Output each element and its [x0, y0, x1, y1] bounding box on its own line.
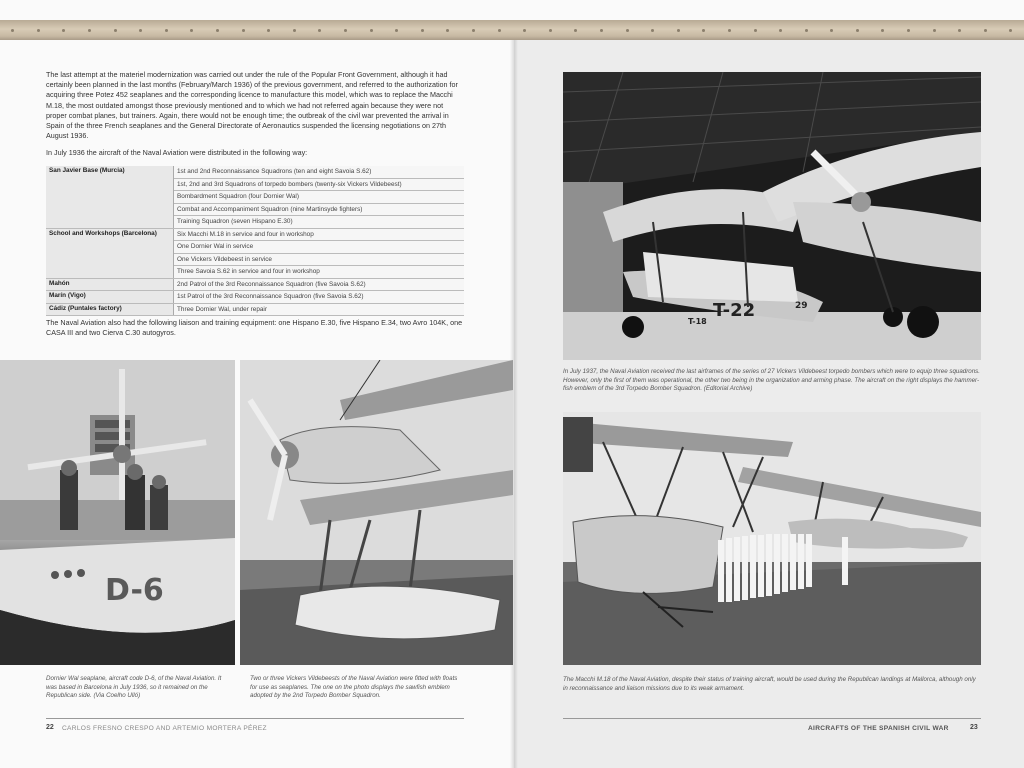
- rivet: [11, 29, 14, 32]
- caption-dornier-wal: Dornier Wal seaplane, aircraft code D-6, of the Naval Aviation. It was based in Barcelona in July 1936, so it remained on the Republican side. (Via Coelho Ulló): [46, 675, 222, 700]
- unit-cell: One Dornier Wal in service: [174, 241, 465, 254]
- rivet: [702, 29, 705, 32]
- rivet: [984, 29, 987, 32]
- caption-vildebeest-seaplane: Two or three Vickers Vildebeests of the Naval Aviation were fitted with floats for use as seaplanes. The one on the photo displays the sawfish emblem adopted by the 2nd Torpedo Bomber Squadron.: [250, 675, 458, 700]
- photo-vildebeest-seaplane: [240, 360, 513, 665]
- rivet: [421, 29, 424, 32]
- fuselage-code-t22: T-22: [713, 300, 756, 321]
- rivet: [88, 29, 91, 32]
- footer-rule-right: [563, 718, 981, 719]
- caption-hangar: In July 1937, the Naval Aviation received the last airframes of the series of 27 Vickers Vildebeest torpedo bombers which were to equip three squadrons. However, only the first of them was operational, the other two being in the organization and arming phase. The aircraft on the right displays the hammer-fish emblem of the 3rd Torpedo Bomber Squadron. (Editorial Archive): [563, 368, 980, 393]
- rivet: [37, 29, 40, 32]
- rivet: [62, 29, 65, 32]
- rivet: [446, 29, 449, 32]
- rivet: [907, 29, 910, 32]
- rivet: [190, 29, 193, 32]
- unit-cell: One Vickers Vildebeest in service: [174, 253, 465, 266]
- rivet: [677, 29, 680, 32]
- rivet: [242, 29, 245, 32]
- rivet: [549, 29, 552, 32]
- photo-vildebeest-hangar: [563, 72, 981, 360]
- rivet: [651, 29, 654, 32]
- photo-dornier-wal: [0, 360, 235, 665]
- base-name-cell: Cádiz (Puntales factory): [46, 303, 174, 316]
- unit-cell: 1st and 2nd Reconnaissance Squadrons (ten and eight Savoia S.62): [174, 166, 465, 178]
- body-text: [46, 70, 464, 166]
- unit-cell: Three Dornier Wal, under repair: [174, 303, 465, 316]
- running-head-title: AIRCRAFTS OF THE SPANISH CIVIL WAR: [808, 725, 949, 732]
- table-row: [46, 303, 464, 316]
- rivet: [856, 29, 859, 32]
- rivet: [1009, 29, 1012, 32]
- running-head-authors: CARLOS FRESNO CRESPO AND ARTEMIO MORTERA PÉREZ: [62, 725, 267, 732]
- unit-cell: Three Savoia S.62 in service and four in workshop: [174, 266, 465, 279]
- rivet: [139, 29, 142, 32]
- rivet: [114, 29, 117, 32]
- table-row: [46, 228, 464, 241]
- fuselage-code-29: 29: [795, 301, 808, 311]
- paragraph-3: The Naval Aviation also had the following liaison and training equipment: one Hispano E.30, five Hispano E.34, two Avro 104K, one CASA III and two Cierva C.30 autogyros.: [46, 318, 463, 338]
- rivet: [318, 29, 321, 32]
- rivet: [395, 29, 398, 32]
- rivet: [344, 29, 347, 32]
- unit-cell: 1st Patrol of the 3rd Reconnaissance Squadron (five Savoia S.62): [174, 291, 465, 304]
- rivet: [216, 29, 219, 32]
- aircraft-distribution-table: [46, 166, 464, 316]
- rivet: [728, 29, 731, 32]
- table-row: [46, 278, 464, 291]
- hull-code-d6: D-6: [105, 573, 164, 608]
- rivet: [267, 29, 270, 32]
- rivet: [881, 29, 884, 32]
- rivet: [370, 29, 373, 32]
- page-number-left: 22: [46, 724, 54, 731]
- base-name-cell: Marín (Vigo): [46, 291, 174, 304]
- rivet: [574, 29, 577, 32]
- base-name-cell: School and Workshops (Barcelona): [46, 228, 174, 278]
- rivet: [498, 29, 501, 32]
- fuselage-code-t18: T-18: [688, 317, 707, 326]
- unit-cell: Combat and Accompaniment Squadron (nine Martinsyde fighters): [174, 203, 465, 216]
- unit-cell: 1st, 2nd and 3rd Squadrons of torpedo bombers (twenty-six Vickers Vildebeest): [174, 178, 465, 191]
- caption-macchi-m18: The Macchi M.18 of the Naval Aviation, despite their status of training aircraft, would be used during the Republican landings at Mallorca, although only in reconnaissance and liaison missions due to its weak armament.: [563, 676, 976, 692]
- riveted-metal-header-band: [0, 20, 1024, 40]
- unit-cell: 2nd Patrol of the 3rd Reconnaissance Squadron (five Savoia S.62): [174, 278, 465, 291]
- paragraph-1: The last attempt at the materiel modernization was carried out under the rule of the Popular Front Government, although it had certainly been planned in the last months (February/March 1936) of the previous government, and referred to the authorization for acquiring three Potez 452 seaplanes and the corresponding licence to manufacture this model, which was to replace the Macchi M.18, the most outdated amongst those previously mentioned and to which we had not referred again because they were not proper combat planes, but trainers. Again, there would not be enough time; the outbreak of the civil war prevented the arrival in Spain of the three French seaplanes and the General Directorate of Aeronautics suspended the licensing negotiations on 27th August 1936.: [46, 70, 458, 141]
- photo-macchi-m18: [563, 412, 981, 665]
- rivet: [830, 29, 833, 32]
- table-row: [46, 291, 464, 304]
- base-name-cell: San Javier Base (Murcia): [46, 166, 174, 228]
- unit-cell: Training Squadron (seven Hispano E.30): [174, 216, 465, 229]
- rivet: [958, 29, 961, 32]
- base-name-cell: Mahón: [46, 278, 174, 291]
- rivet: [165, 29, 168, 32]
- rivet: [293, 29, 296, 32]
- rivet: [472, 29, 475, 32]
- rivet: [779, 29, 782, 32]
- rivet: [805, 29, 808, 32]
- table-row: [46, 166, 464, 178]
- rivet-row: [0, 29, 1024, 32]
- rivet: [626, 29, 629, 32]
- page-number-right: 23: [970, 724, 978, 731]
- paragraph-2: In July 1936 the aircraft of the Naval Aviation were distributed in the following way:: [46, 148, 308, 158]
- footer-rule-left: [46, 718, 464, 719]
- rivet: [523, 29, 526, 32]
- rivet: [933, 29, 936, 32]
- rivet: [754, 29, 757, 32]
- unit-cell: Six Macchi M.18 in service and four in workshop: [174, 228, 465, 241]
- rivet: [600, 29, 603, 32]
- unit-cell: Bombardment Squadron (four Dornier Wal): [174, 191, 465, 204]
